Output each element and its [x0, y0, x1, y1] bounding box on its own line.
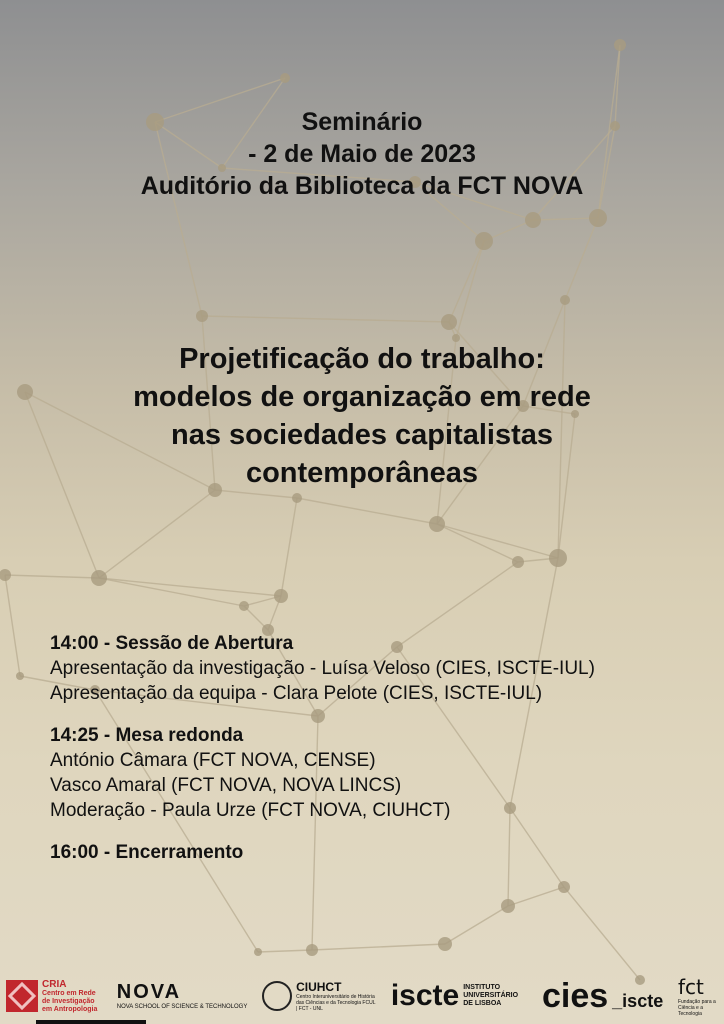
title-line-1: Projetificação do trabalho:: [179, 343, 545, 375]
network-node: [0, 569, 11, 581]
network-link: [5, 575, 20, 676]
cies-suffix: _iscte: [612, 990, 664, 1011]
program-item: Vasco Amaral (FCT NOVA, NOVA LINCS): [50, 775, 402, 796]
network-link: [281, 498, 297, 596]
network-link: [533, 218, 598, 220]
network-node: [280, 73, 290, 83]
network-link: [445, 906, 508, 944]
program-block-roundtable: [50, 723, 595, 823]
network-node: [549, 549, 567, 567]
network-link: [258, 950, 312, 952]
program-item: António Câmara (FCT NOVA, CENSE): [50, 750, 376, 771]
network-node: [558, 881, 570, 893]
network-link: [5, 575, 99, 578]
network-node: [91, 570, 107, 586]
title-line-2: modelos de organização em rede: [133, 381, 591, 413]
program-item: Apresentação da investigação - Luísa Veloso (CIES, ISCTE-IUL): [50, 658, 595, 679]
seminar-title: [0, 340, 724, 492]
program-block-opening: [50, 631, 595, 706]
network-node: [429, 516, 445, 532]
ciuhct-text: Centro Interuniversitário de História das Ciências e da Tecnologia FCUL | FCT - UNL: [296, 994, 376, 1012]
ciuhct-globe-icon: [262, 981, 292, 1011]
network-link: [508, 887, 564, 906]
title-line-4: contemporâneas: [245, 457, 479, 489]
network-node: [614, 39, 626, 51]
network-node: [16, 672, 24, 680]
ciuhct-logo: [262, 980, 376, 1012]
nova-name: NOVA: [116, 981, 182, 1003]
seminar-label: Seminário: [301, 108, 423, 136]
network-link: [99, 578, 244, 606]
cies-name: cies: [541, 976, 609, 1015]
network-link: [99, 490, 215, 578]
iscte-logo: [391, 979, 527, 1013]
network-node: [441, 314, 457, 330]
network-link: [564, 887, 640, 980]
event-venue: Auditório da Biblioteca da FCT NOVA: [140, 172, 584, 200]
cria-emblem-icon: [6, 980, 38, 1012]
iscte-name: iscte: [390, 979, 460, 1012]
program-schedule: [50, 631, 595, 882]
network-node: [438, 937, 452, 951]
opening-time: 14:00 - Sessão de Abertura: [50, 633, 294, 654]
fct-text: Fundação para a Ciência e a Tecnologia: [677, 999, 716, 1017]
footer-bar: [36, 1020, 146, 1024]
network-node: [475, 232, 493, 250]
program-item: Apresentação da equipa - Clara Pelote (CIES, ISCTE-IUL): [50, 683, 543, 704]
network-node: [274, 589, 288, 603]
network-node: [501, 899, 515, 913]
network-link: [449, 241, 484, 322]
event-header: [0, 106, 724, 202]
network-link: [297, 498, 437, 524]
network-node: [306, 944, 318, 956]
cria-logo: [6, 979, 102, 1014]
logo-strip: [0, 968, 724, 1024]
program-block-closing: [50, 840, 595, 865]
program-item: Moderação - Paula Urze (FCT NOVA, CIUHCT): [50, 800, 451, 821]
network-node: [196, 310, 208, 322]
roundtable-time: 14:25 - Mesa redonda: [50, 725, 244, 746]
cria-name: CRIA: [42, 978, 67, 990]
ciuhct-name: CIUHCT: [296, 980, 342, 994]
closing-time: 16:00 - Encerramento: [50, 842, 244, 863]
title-line-3: nas sociedades capitalistas: [170, 419, 554, 451]
fct-logo: [678, 975, 718, 1017]
network-node: [589, 209, 607, 227]
network-link: [456, 241, 484, 338]
network-link: [565, 218, 598, 300]
network-link: [202, 316, 449, 322]
network-node: [254, 948, 262, 956]
event-date: - 2 de Maio de 2023: [248, 140, 476, 168]
cria-text: Centro em Rede de Investigação em Antropologia: [42, 989, 98, 1013]
network-node: [292, 493, 302, 503]
fct-name: fct: [677, 975, 704, 999]
cies-logo: [542, 977, 663, 1016]
iscte-text: INSTITUTO UNIVERSITÁRIO DE LISBOA: [463, 984, 519, 1007]
nova-text: NOVA SCHOOL OF SCIENCE & TECHNOLOGY: [116, 1004, 248, 1010]
nova-logo: [117, 981, 248, 1011]
network-link: [99, 578, 281, 596]
network-node: [239, 601, 249, 611]
network-node: [560, 295, 570, 305]
network-node: [512, 556, 524, 568]
network-link: [312, 944, 445, 950]
network-node: [525, 212, 541, 228]
